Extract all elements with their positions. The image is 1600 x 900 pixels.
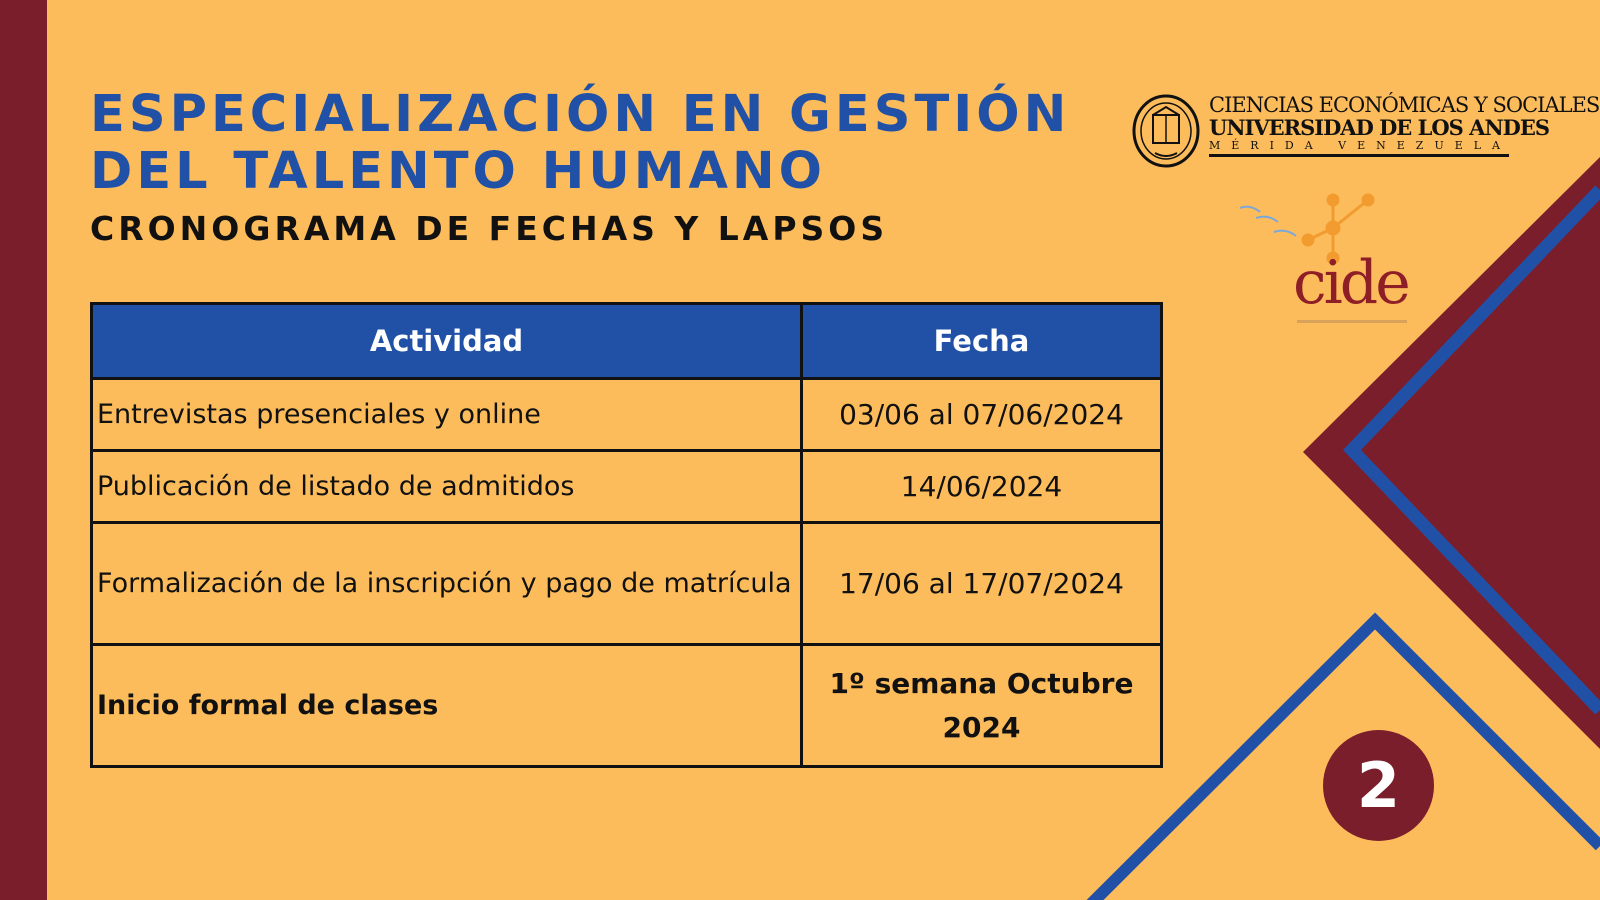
fecha-cell: 17/06 al 17/07/2024 bbox=[802, 523, 1162, 645]
title-line-2: DEL TALENTO HUMANO bbox=[90, 142, 826, 201]
table-row bbox=[92, 379, 1162, 451]
faculty-name: CIENCIAS ECONÓMICAS Y SOCIALES bbox=[1209, 93, 1600, 117]
page-number-badge: 2 bbox=[1323, 730, 1434, 841]
actividad-cell: Publicación de listado de admitidos bbox=[92, 451, 802, 523]
university-name: UNIVERSIDAD DE LOS ANDES bbox=[1209, 115, 1550, 140]
table-row bbox=[92, 645, 1162, 767]
university-location: MÉRIDA VENEZUELA bbox=[1209, 139, 1512, 152]
logo-underline bbox=[1209, 154, 1509, 157]
title-line-1: ESPECIALIZACIÓN EN GESTIÓN bbox=[90, 85, 1071, 144]
actividad-cell: Formalización de la inscripción y pago de matrícula bbox=[92, 523, 802, 645]
table-header-row bbox=[92, 304, 1162, 379]
fecha-cell: 03/06 al 07/06/2024 bbox=[802, 379, 1162, 451]
fecha-cell: 1º semana Octubre 2024 bbox=[802, 645, 1162, 767]
university-logo bbox=[1209, 93, 1600, 157]
table-row bbox=[92, 523, 1162, 645]
column-header-fecha: Fecha bbox=[802, 304, 1162, 379]
column-header-actividad: Actividad bbox=[92, 304, 802, 379]
page-subtitle: CRONOGRAMA DE FECHAS Y LAPSOS bbox=[90, 209, 889, 248]
schedule-table bbox=[90, 302, 1163, 768]
page-title bbox=[90, 86, 1070, 200]
table-row bbox=[92, 451, 1162, 523]
fecha-cell: 14/06/2024 bbox=[802, 451, 1162, 523]
cide-tagline-bar bbox=[1297, 320, 1407, 323]
actividad-cell: Entrevistas presenciales y online bbox=[92, 379, 802, 451]
actividad-cell: Inicio formal de clases bbox=[92, 645, 802, 767]
university-seal-icon bbox=[1131, 93, 1201, 169]
cide-logo: cide bbox=[1293, 248, 1408, 318]
